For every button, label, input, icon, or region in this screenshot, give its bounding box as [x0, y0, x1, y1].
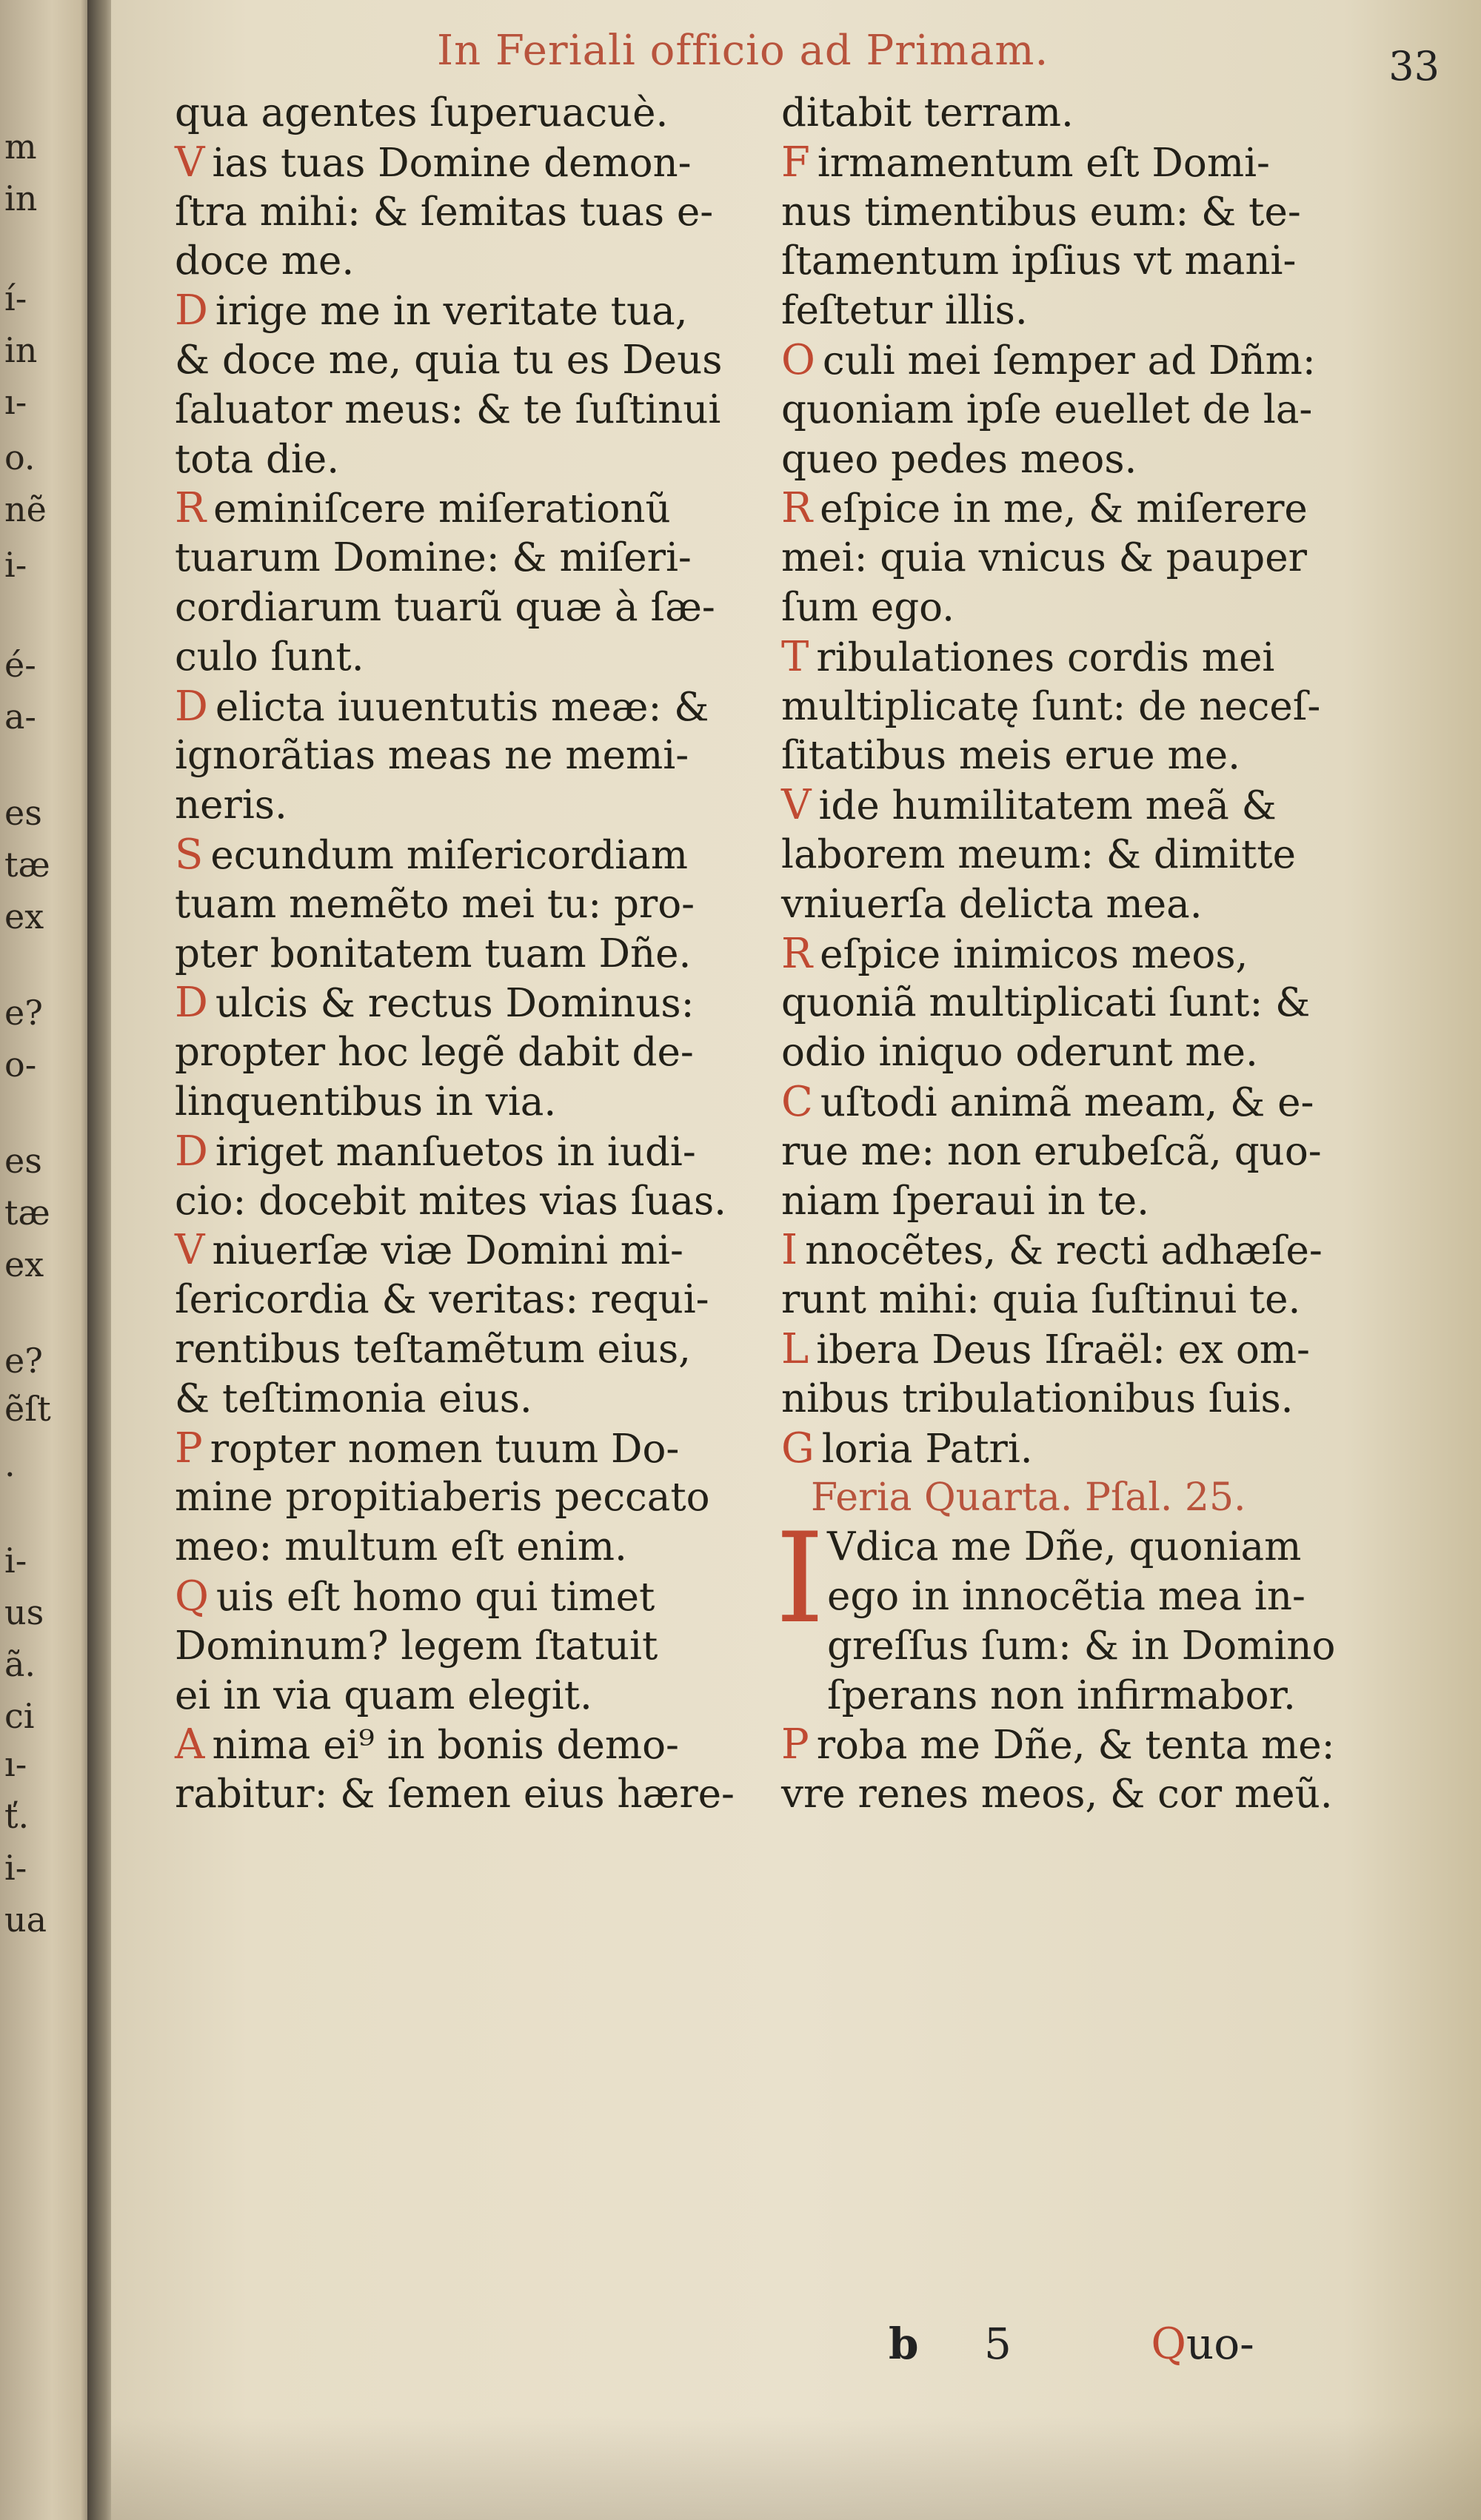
line-text: nus timentibus eum: & te- — [781, 189, 1301, 235]
line-text: culi mei ſemper ad Dñm: — [822, 338, 1316, 383]
line-text: rue me: non erubeſcã, quo- — [781, 1128, 1322, 1174]
line-text: odio iniquo oderunt me. — [781, 1030, 1258, 1076]
line-text: qua agentes ſuperuacuè. — [175, 90, 669, 135]
rubricated-initial: Q — [175, 1572, 209, 1621]
line-text: ropter nomen tuum Do- — [210, 1426, 680, 1472]
line-text: irmamentum eſt Domi- — [817, 140, 1270, 186]
line-text: ribulationes cordis mei — [816, 634, 1275, 680]
text-line — [781, 633, 1374, 683]
line-text: linquentibus in via. — [175, 1079, 557, 1125]
text-line — [175, 683, 752, 732]
text-line — [175, 1572, 752, 1622]
text-line — [175, 731, 752, 781]
line-text: tota die. — [175, 436, 340, 482]
text-line — [781, 781, 1374, 831]
line-text: ecundum miſericordiam — [210, 832, 688, 878]
text-line — [175, 286, 752, 336]
left-column — [175, 89, 752, 1820]
rubricated-initial: V — [175, 138, 205, 187]
margin-fragment: o. — [4, 438, 36, 477]
line-text: eminiſcere miſerationũ — [213, 486, 671, 532]
text-line — [175, 633, 752, 683]
text-line — [175, 1523, 752, 1572]
line-text: nnocẽtes, & recti adhæſe- — [805, 1228, 1323, 1274]
line-text: mine propitiaberis peccato — [175, 1475, 710, 1521]
text-line — [175, 930, 752, 979]
margin-fragment: tæ — [4, 845, 50, 885]
signature-mark: b — [889, 2319, 919, 2369]
text-line — [175, 534, 752, 583]
line-text: neris. — [175, 783, 287, 828]
text-line — [175, 138, 752, 188]
margin-fragment: a- — [4, 697, 36, 737]
line-text: nima ei⁹ in bonis demo- — [212, 1723, 679, 1769]
line-text: ditabit terram. — [781, 90, 1074, 135]
line-text: roba me Dñe, & tenta me: — [816, 1723, 1335, 1769]
margin-fragment: es — [4, 1141, 42, 1181]
line-text: niam ſperaui in te. — [781, 1178, 1150, 1224]
line-text: tuam memẽto mei tu: pro- — [175, 881, 695, 927]
signature-number: 5 — [984, 2319, 1012, 2369]
line-text: irige me in veritate tua, — [215, 289, 688, 335]
text-line — [175, 336, 752, 386]
line-text: doce me. — [175, 238, 355, 284]
text-line — [175, 188, 752, 238]
margin-fragment: ci — [4, 1696, 35, 1736]
text-line — [175, 1672, 752, 1721]
decorated-initial: I — [775, 1506, 825, 1652]
rubricated-initial: S — [175, 830, 204, 879]
text-line — [781, 1325, 1374, 1375]
text-line — [781, 731, 1374, 781]
text-line — [781, 979, 1374, 1028]
line-text: uſtodi animã meam, & e- — [820, 1079, 1314, 1125]
margin-fragment: i- — [4, 1541, 27, 1581]
text-line — [175, 1177, 752, 1227]
text-line — [175, 831, 752, 880]
margin-fragment: ť. — [4, 1796, 30, 1836]
margin-fragment: ex — [4, 1244, 44, 1284]
rubricated-initial: T — [781, 632, 809, 681]
margin-fragment: in — [4, 330, 38, 370]
margin-fragment: é- — [4, 645, 36, 685]
line-text: ias tuas Domine demon- — [212, 140, 692, 186]
margin-fragment: ã. — [4, 1644, 36, 1684]
line-text: loria Patri. — [821, 1426, 1033, 1472]
line-text: vre renes meos, & cor meũ. — [781, 1772, 1333, 1817]
text-line — [781, 1226, 1374, 1276]
text-line — [175, 435, 752, 485]
text-line — [175, 1424, 752, 1474]
line-text: quoniam ipſe euellet de la- — [781, 386, 1313, 432]
folio-number: 33 — [1388, 43, 1440, 90]
text-line — [175, 1473, 752, 1523]
text-line — [175, 781, 752, 831]
text-line — [175, 1720, 752, 1770]
margin-fragment: í- — [4, 278, 27, 318]
text-line — [781, 1375, 1374, 1424]
line-text: nibus tribulationibus ſuis. — [781, 1375, 1294, 1421]
line-text: culo ſunt. — [175, 634, 364, 680]
line-text: eſpice inimicos meos, — [820, 931, 1248, 977]
line-text: runt mihi: quia ſuſtinui te. — [781, 1277, 1301, 1323]
text-line — [781, 930, 1374, 979]
line-text: pter bonitatem tuam Dñe. — [175, 931, 692, 976]
line-text: feſtetur illis. — [781, 288, 1028, 334]
line-text: multiplicatę ſunt: de neceſ- — [781, 683, 1321, 729]
catchword-initial: Q — [1151, 2319, 1186, 2369]
margin-fragment: o- — [4, 1045, 37, 1085]
margin-fragment: es — [4, 793, 42, 833]
book-page — [111, 0, 1481, 2520]
line-text: ſtamentum ipſius vt mani- — [781, 238, 1297, 284]
page-shadow — [111, 2416, 1481, 2520]
text-line — [175, 1127, 752, 1177]
margin-fragment: ı- — [4, 382, 27, 422]
margin-fragment: i- — [4, 545, 27, 585]
text-line — [175, 1226, 752, 1276]
text-line — [781, 683, 1374, 732]
text-line — [781, 1028, 1374, 1078]
text-line — [175, 1028, 752, 1078]
rubricated-initial: D — [175, 1127, 208, 1176]
text-line — [781, 138, 1374, 188]
rubricated-initial: O — [781, 335, 815, 384]
text-line — [175, 1276, 752, 1325]
text-line — [175, 1375, 752, 1424]
text-line — [781, 831, 1374, 880]
psalm-line: ſperans non infirmabor. — [827, 1672, 1296, 1718]
margin-fragment: ua — [4, 1900, 47, 1940]
line-text: ſaluator meus: & te ſuſtinui — [175, 386, 721, 432]
rubricated-initial: D — [175, 979, 208, 1028]
rubricated-initial: D — [175, 682, 208, 731]
line-text: cordiarum tuarũ quæ à ſæ- — [175, 584, 715, 630]
text-line — [781, 534, 1374, 583]
line-text: ei in via quam elegit. — [175, 1672, 592, 1718]
rubricated-initial: C — [781, 1077, 813, 1126]
text-line — [175, 89, 752, 138]
rubricated-initial: L — [781, 1324, 809, 1373]
line-text: Dominum? legem ſtatuit — [175, 1623, 658, 1669]
text-line — [175, 484, 752, 534]
text-line — [781, 880, 1374, 930]
line-text: queo pedes meos. — [781, 436, 1137, 482]
rubricated-initial: I — [781, 1226, 798, 1275]
rubricated-initial: F — [781, 138, 810, 187]
line-text: quoniã multiplicati ſunt: & — [781, 980, 1311, 1026]
page-footer — [889, 2319, 1254, 2369]
text-line — [781, 386, 1374, 435]
text-line — [175, 386, 752, 435]
line-text: rentibus teſtamẽtum eius, — [175, 1326, 692, 1372]
line-text: ide humilitatem meã & — [818, 783, 1277, 829]
text-line — [781, 1720, 1374, 1770]
right-column — [775, 89, 1374, 1820]
text-line — [781, 583, 1374, 633]
text-line — [781, 484, 1374, 534]
line-text: & teſtimonia eius. — [175, 1375, 532, 1421]
margin-fragment: ẽſt — [4, 1389, 51, 1429]
psalm-opening — [775, 1506, 1374, 1720]
rubricated-initial: G — [781, 1424, 815, 1472]
rubricated-initial: D — [175, 286, 208, 335]
line-text: ibera Deus Iſraël: ex om- — [816, 1327, 1310, 1373]
text-line — [175, 583, 752, 633]
text-line — [175, 1325, 752, 1375]
line-text: ſitatibus meis erue me. — [781, 733, 1240, 779]
text-line — [781, 1424, 1374, 1474]
margin-fragment: us — [4, 1592, 44, 1632]
text-line — [781, 89, 1374, 138]
line-text: & doce me, quia tu es Deus — [175, 337, 723, 383]
catchword: uo- — [1186, 2319, 1254, 2369]
psalm-line: Vdica me Dñe, quoniam — [827, 1524, 1302, 1570]
rubricated-initial: R — [175, 484, 207, 533]
text-line — [781, 286, 1374, 336]
margin-fragment: ex — [4, 897, 44, 936]
line-text: iriget manſuetos in iudi- — [215, 1129, 696, 1175]
facing-page-edge — [0, 0, 95, 2520]
text-line — [781, 1177, 1374, 1227]
line-text: elicta iuuentutis meæ: & — [215, 684, 709, 730]
margin-fragment: e? — [4, 1341, 43, 1381]
margin-fragment: in — [4, 178, 38, 218]
text-line — [175, 1770, 752, 1820]
margin-fragment: . — [4, 1444, 16, 1484]
margin-fragment: e? — [4, 993, 43, 1033]
line-text: ſericordia & veritas: requi- — [175, 1277, 709, 1323]
margin-fragment: i- — [4, 1848, 27, 1888]
line-text: tuarum Domine: & miſeri- — [175, 535, 692, 581]
line-text: ignorãtias meas ne memi- — [175, 733, 689, 779]
text-line — [781, 336, 1374, 386]
line-text: ulcis & rectus Dominus: — [215, 981, 695, 1027]
rubricated-initial: V — [175, 1226, 205, 1275]
running-title: In Feriali officio ad Primam. — [437, 27, 1049, 75]
psalm-line: greſſus ſum: & in Domino — [827, 1623, 1336, 1669]
margin-fragment: ı- — [4, 1744, 27, 1784]
text-line — [175, 237, 752, 286]
rubricated-initial: R — [781, 929, 813, 978]
text-line — [175, 880, 752, 930]
text-line — [175, 1078, 752, 1127]
text-line — [175, 1622, 752, 1672]
line-text: rabitur: & ſemen eius hære- — [175, 1772, 735, 1817]
line-text: meo: multum eſt enim. — [175, 1524, 627, 1570]
rubricated-initial: A — [175, 1720, 205, 1769]
line-text: propter hoc legẽ dabit de- — [175, 1030, 694, 1076]
margin-fragment: tæ — [4, 1193, 50, 1233]
text-line — [781, 1770, 1374, 1820]
line-text: ſum ego. — [781, 584, 955, 630]
line-text: mei: quia vnicus & pauper — [781, 535, 1307, 581]
rubricated-initial: V — [781, 781, 812, 830]
line-text: uis eſt homo qui timet — [215, 1574, 655, 1620]
text-line — [781, 1276, 1374, 1325]
text-line — [781, 1078, 1374, 1127]
text-line — [175, 979, 752, 1028]
line-text: eſpice in me, & miſerere — [820, 486, 1308, 532]
line-text: cio: docebit mites vias ſuas. — [175, 1178, 727, 1224]
text-line — [781, 188, 1374, 238]
rubricated-initial: R — [781, 484, 813, 533]
rubricated-initial: P — [781, 1720, 809, 1769]
margin-fragment: m — [4, 127, 37, 167]
margin-fragment: nẽ — [4, 489, 47, 529]
psalm-line: ego in innocẽtia mea in- — [827, 1573, 1306, 1619]
text-line — [781, 435, 1374, 485]
line-text: ſtra mihi: & ſemitas tuas e- — [175, 189, 714, 235]
rubricated-initial: P — [175, 1424, 203, 1472]
line-text: laborem meum: & dimitte — [781, 831, 1296, 877]
text-line — [781, 237, 1374, 286]
psalm-heading: Feria Quarta. Pſal. 25. — [811, 1475, 1246, 1521]
line-text: vniuerſa delicta mea. — [781, 881, 1203, 927]
line-text: niuerſæ viæ Domini mi- — [212, 1228, 683, 1274]
text-line — [781, 1127, 1374, 1177]
